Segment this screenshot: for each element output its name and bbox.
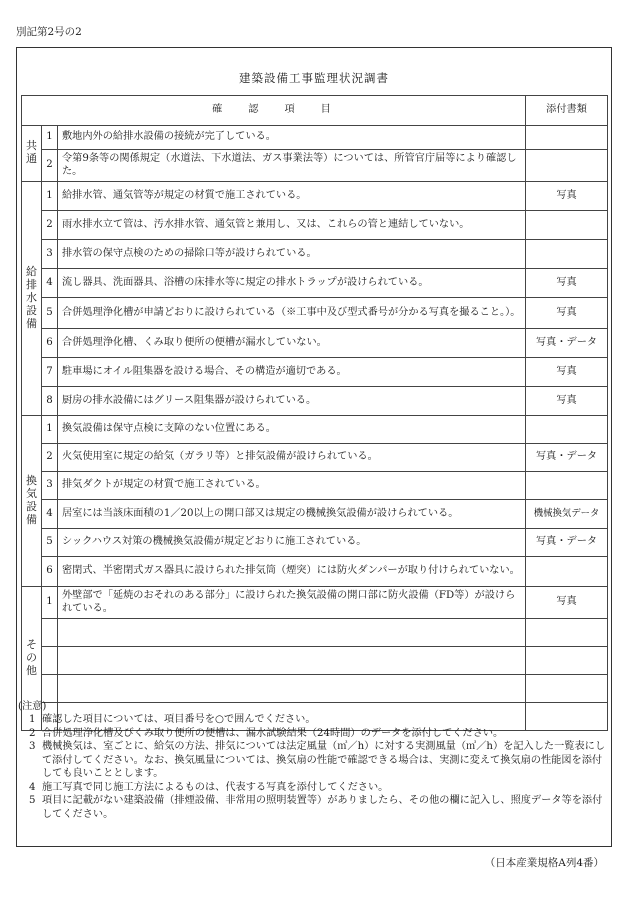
table-row: [22, 240, 608, 269]
row-number: 6: [42, 329, 58, 358]
row-text: シックハウス対策の機械換気設備が規定どおりに施工されている。: [58, 529, 526, 557]
row-text: 合併処理浄化槽が申請どおりに設けられている（※工事中及び型式番号が分かる写真を撮ること。）。: [58, 298, 526, 329]
row-number: 1: [42, 587, 58, 619]
row-attachment: [526, 240, 608, 269]
row-number: 2: [42, 444, 58, 472]
row-number: 5: [42, 298, 58, 329]
row-number: 7: [42, 358, 58, 387]
table-row: [22, 387, 608, 416]
note-text: 合併処理浄化槽及びくみ取り便所の便槽は、漏水試験結果（24時間）のデータを添付してください。: [42, 727, 504, 739]
row-text: [58, 675, 526, 703]
row-number: [42, 619, 58, 647]
note-number: 4: [29, 781, 36, 793]
row-attachment: [526, 472, 608, 500]
note-item: [18, 740, 610, 780]
table-row: [22, 298, 608, 329]
row-text: 居室には当該床面積の1／20以上の開口部又は規定の機械換気設備が設けられている。: [58, 500, 526, 529]
row-attachment: 写真・データ: [526, 329, 608, 358]
note-text: 項目に記載がない建築設備（排煙設備、非常用の照明装置等）がありましたら、その他の欄に記入し、照度データ等を添付してください。: [42, 795, 603, 820]
row-number: 4: [42, 500, 58, 529]
inspection-table: [21, 95, 608, 731]
row-number: 1: [42, 416, 58, 444]
row-number: 1: [42, 126, 58, 150]
row-number: [42, 647, 58, 675]
row-number: 3: [42, 472, 58, 500]
row-text: [58, 619, 526, 647]
row-attachment: 写真・データ: [526, 529, 608, 557]
row-attachment: [526, 647, 608, 675]
row-text: 雨水排水立て管は、汚水排水管、通気管と兼用し、又は、これらの管と連結していない。: [58, 211, 526, 240]
table-header-row: [22, 96, 608, 126]
row-number: 1: [42, 182, 58, 211]
row-attachment: 写真: [526, 587, 608, 619]
note-number: 2: [29, 727, 36, 739]
table-row: [22, 529, 608, 557]
row-text: 火気使用室に規定の給気（ガラリ等）と排気設備が設けられている。: [58, 444, 526, 472]
row-number: 2: [42, 211, 58, 240]
note-text: 確認した項目については、項目番号を○で囲んでください。: [42, 714, 316, 726]
note-item: [18, 727, 610, 740]
row-attachment: [526, 675, 608, 703]
table-row: [22, 182, 608, 211]
table-row: [22, 647, 608, 675]
note-item: [18, 713, 610, 726]
table-row: [22, 675, 608, 703]
note-item: [18, 794, 610, 821]
row-attachment: 写真: [526, 269, 608, 298]
table-row: [22, 150, 608, 182]
row-text: 排気ダクトが規定の材質で施工されている。: [58, 472, 526, 500]
note-item: [18, 781, 610, 794]
table-row: [22, 211, 608, 240]
row-attachment: [526, 416, 608, 444]
note-number: 1: [29, 714, 36, 726]
row-text: 密閉式、半密閉式ガス器具に設けられた排気筒（煙突）には防火ダンパーが取り付けられていない。: [58, 557, 526, 587]
row-text: 換気設備は保守点検に支障のない位置にある。: [58, 416, 526, 444]
table-row: [22, 269, 608, 298]
table-row: [22, 619, 608, 647]
row-attachment: 機械換気データ: [526, 500, 608, 529]
row-attachment: 写真・データ: [526, 444, 608, 472]
notes-heading: (注意): [18, 701, 47, 712]
document-frame: [16, 47, 612, 847]
notes-section: [18, 700, 610, 821]
note-number: 3: [29, 741, 36, 753]
table-row: [22, 500, 608, 529]
row-text: 敷地内外の給排水設備の接続が完了している。: [58, 126, 526, 150]
note-number: 5: [29, 795, 36, 807]
row-attachment: [526, 150, 608, 182]
row-number: 8: [42, 387, 58, 416]
section-label-sonota: その他: [22, 587, 42, 731]
section-label-kyuhaisui: 給排水設備: [22, 182, 42, 416]
row-number: 3: [42, 240, 58, 269]
form-number: 別記第2号の2: [16, 26, 82, 38]
row-number: 5: [42, 529, 58, 557]
row-number: 4: [42, 269, 58, 298]
row-number: 2: [42, 150, 58, 182]
row-attachment: [526, 211, 608, 240]
table-row: [22, 329, 608, 358]
table-row: [22, 444, 608, 472]
row-text: 厨房の排水設備にはグリース阻集器が設けられている。: [58, 387, 526, 416]
section-label-kyotsu: 共通: [22, 126, 42, 182]
row-attachment: 写真: [526, 182, 608, 211]
paper-size-footer: （日本産業規格A列4番）: [484, 857, 604, 869]
table-row: [22, 358, 608, 387]
row-attachment: [526, 126, 608, 150]
row-text: 令第9条等の関係規定（水道法、下水道法、ガス事業法等）については、所管官庁届等により確認した。: [58, 150, 526, 182]
row-text: 給排水管、通気管等が規定の材質で施工されている。: [58, 182, 526, 211]
row-text: 合併処理浄化槽、くみ取り便所の便槽が漏水していない。: [58, 329, 526, 358]
table-row: [22, 557, 608, 587]
table-row: [22, 126, 608, 150]
row-attachment: 写真: [526, 387, 608, 416]
table-row: [22, 472, 608, 500]
section-label-kanki: 換気設備: [22, 416, 42, 587]
header-attachment: 添付書類: [526, 96, 608, 126]
row-text: [58, 647, 526, 675]
row-number: 6: [42, 557, 58, 587]
header-item: 確認項目: [22, 96, 526, 126]
table-row: [22, 587, 608, 619]
row-text: 外壁部で「延焼のおそれのある部分」に設けられた換気設備の開口部に防火設備（FD等）が設けられている。: [58, 587, 526, 619]
row-text: 流し器具、洗面器具、浴槽の床排水等に規定の排水トラップが設けられている。: [58, 269, 526, 298]
note-text: 機械換気は、室ごとに、給気の方法、排気については法定風量（㎥／h）に対する実測風量（㎥／h）を記入した一覧表にして添付してください。なお、換気風量については、換気扇の性能で確認できる場合は、実測に変えて換気扇の性能図を添付しても良いこととします。: [42, 741, 606, 780]
row-attachment: 写真: [526, 358, 608, 387]
table-row: [22, 416, 608, 444]
row-attachment: [526, 619, 608, 647]
row-attachment: [526, 557, 608, 587]
row-number: [42, 675, 58, 703]
note-text: 施工写真で同じ施工方法によるものは、代表する写真を添付してください。: [42, 781, 389, 793]
row-text: 駐車場にオイル阻集器を設ける場合、その構造が適切である。: [58, 358, 526, 387]
document-title: 建築設備工事監理状況調書: [239, 71, 389, 85]
row-attachment: 写真: [526, 298, 608, 329]
row-text: 排水管の保守点検のための掃除口等が設けられている。: [58, 240, 526, 269]
